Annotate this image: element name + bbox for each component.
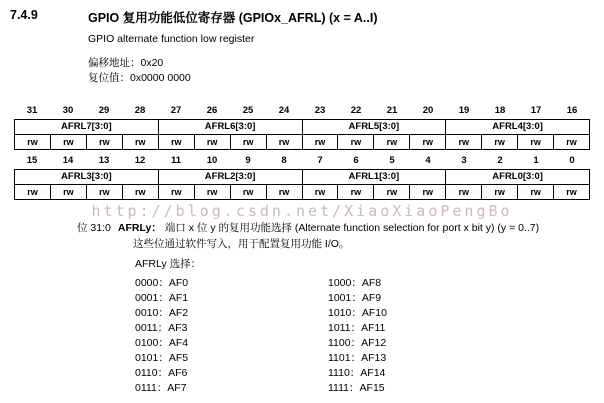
bit-number: 3 (461, 155, 467, 166)
option-left: 0101：AF5 (135, 352, 189, 364)
field-cell: AFRL3[3:0] (15, 170, 159, 184)
register-row-table (14, 169, 590, 200)
access-cell: rw (51, 135, 87, 149)
option-row (135, 321, 387, 336)
page-title: GPIO 复用功能低位寄存器 (GPIOx_AFRL) (x = A..I) (88, 11, 378, 25)
option-left: 0011：AF3 (135, 322, 188, 334)
bit-numbers-row (14, 154, 590, 167)
access-cell: rw (231, 135, 267, 149)
option-right: 1011：AF11 (328, 322, 386, 334)
bit-number: 5 (389, 155, 395, 166)
bit-number: 24 (278, 105, 290, 116)
option-row (135, 336, 387, 351)
bit-number: 20 (422, 105, 434, 116)
option-left: 0111：AF7 (135, 382, 187, 394)
field-cell: AFRL5[3:0] (303, 120, 447, 134)
bit-number: 14 (62, 155, 74, 166)
bit-number: 22 (350, 105, 362, 116)
access-cell: rw (15, 135, 51, 149)
access-row (15, 185, 589, 199)
bit-number: 30 (62, 105, 74, 116)
bit-number: 9 (245, 155, 251, 166)
option-row (135, 306, 387, 321)
bit-number: 29 (98, 105, 110, 116)
bit-number: 13 (98, 155, 110, 166)
field-description: 端口 x 位 y 的复用功能选择 (Alternate function selection for port x bit y) (y = 0..7) (164, 222, 540, 234)
option-row (135, 276, 387, 291)
bit-description-line (77, 220, 539, 235)
option-row (135, 381, 387, 396)
access-cell: rw (195, 135, 231, 149)
bit-number: 18 (494, 105, 506, 116)
watermark: http://blog.csdn.net/XiaoXiaoPengBo (91, 202, 513, 220)
bit-number: 16 (566, 105, 578, 116)
bit-number: 2 (497, 155, 503, 166)
bit-number: 21 (386, 105, 398, 116)
offset-address: 偏移地址：0x20 (88, 57, 164, 69)
register-row-table (14, 119, 590, 150)
bit-number: 11 (170, 155, 182, 166)
access-cell: rw (338, 185, 374, 199)
bit-number: 15 (26, 155, 38, 166)
access-cell: rw (303, 185, 339, 199)
access-cell: rw (446, 185, 482, 199)
option-left: 0010：AF2 (135, 307, 189, 319)
field-cell: AFRL6[3:0] (159, 120, 303, 134)
access-cell: rw (231, 185, 267, 199)
af-options-list (135, 276, 387, 396)
bit-number: 17 (530, 105, 542, 116)
access-cell: rw (267, 185, 303, 199)
option-right: 1001：AF9 (328, 292, 382, 304)
field-cell: AFRL0[3:0] (492, 171, 543, 182)
bit-range: 位 31:0 (77, 222, 111, 234)
access-cell: rw (410, 185, 446, 199)
register-subtitle: GPIO alternate function low register (88, 33, 255, 45)
option-right: 1000：AF8 (328, 277, 382, 289)
field-name-row (15, 120, 589, 135)
section-number: 7.4.9 (10, 8, 38, 22)
access-cell: rw (374, 185, 410, 199)
field-name-row (15, 170, 589, 185)
bit-numbers-row (14, 104, 590, 117)
bit-number: 28 (134, 105, 146, 116)
field-name: AFRLy： (117, 222, 162, 234)
access-cell: rw (87, 135, 123, 149)
bit-number: 4 (425, 155, 431, 166)
field-cell: AFRL7[3:0] (15, 120, 159, 134)
access-cell: rw (446, 135, 482, 149)
option-row (135, 291, 387, 306)
option-right: 1110：AF14 (328, 367, 386, 379)
option-left: 0000：AF0 (135, 277, 189, 289)
bit-number: 27 (170, 105, 182, 116)
bit-number: 6 (353, 155, 359, 166)
access-row (15, 135, 589, 149)
access-cell: rw (159, 135, 195, 149)
access-cell: rw (267, 135, 303, 149)
access-cell: rw (195, 185, 231, 199)
field-description-2: 这些位通过软件写入，用于配置复用功能 I/O。 (133, 238, 350, 250)
access-cell: rw (410, 135, 446, 149)
option-row (135, 366, 387, 381)
bit-number: 0 (569, 155, 575, 166)
access-cell: rw (518, 185, 554, 199)
access-cell: rw (123, 135, 159, 149)
access-cell: rw (338, 135, 374, 149)
access-cell: rw (482, 185, 518, 199)
access-cell: rw (159, 185, 195, 199)
option-left: 0100：AF4 (135, 337, 189, 349)
access-cell: rw (303, 135, 339, 149)
bit-number: 12 (134, 155, 146, 166)
field-cell: AFRL2[3:0] (159, 170, 303, 184)
bit-number: 26 (206, 105, 218, 116)
bit-number: 7 (317, 155, 323, 166)
access-cell: rw (374, 135, 410, 149)
access-cell: rw (566, 187, 577, 197)
selection-title: AFRLy 选择： (135, 258, 202, 270)
reset-value: 复位值：0x0000 0000 (88, 72, 191, 84)
bit-number: 19 (458, 105, 470, 116)
option-left: 0001：AF1 (135, 292, 189, 304)
option-right: 1100：AF12 (328, 337, 387, 349)
option-right: 1010：AF10 (328, 307, 387, 319)
access-cell: rw (566, 137, 577, 147)
bit-number: 23 (314, 105, 326, 116)
option-left: 0110：AF6 (135, 367, 188, 379)
bit-number: 31 (26, 105, 38, 116)
bit-number: 8 (281, 155, 287, 166)
access-cell: rw (482, 135, 518, 149)
access-cell: rw (51, 185, 87, 199)
option-right: 1101：AF13 (328, 352, 387, 364)
bit-number: 25 (242, 105, 254, 116)
field-cell: AFRL1[3:0] (303, 170, 447, 184)
access-cell: rw (123, 185, 159, 199)
option-row (135, 351, 387, 366)
option-right: 1111：AF15 (328, 382, 385, 394)
field-cell: AFRL4[3:0] (492, 121, 543, 132)
bit-number: 10 (206, 155, 218, 166)
access-cell: rw (87, 185, 123, 199)
register-bit-table (14, 104, 590, 204)
bit-number: 1 (533, 155, 539, 166)
access-cell: rw (15, 185, 51, 199)
access-cell: rw (518, 135, 554, 149)
